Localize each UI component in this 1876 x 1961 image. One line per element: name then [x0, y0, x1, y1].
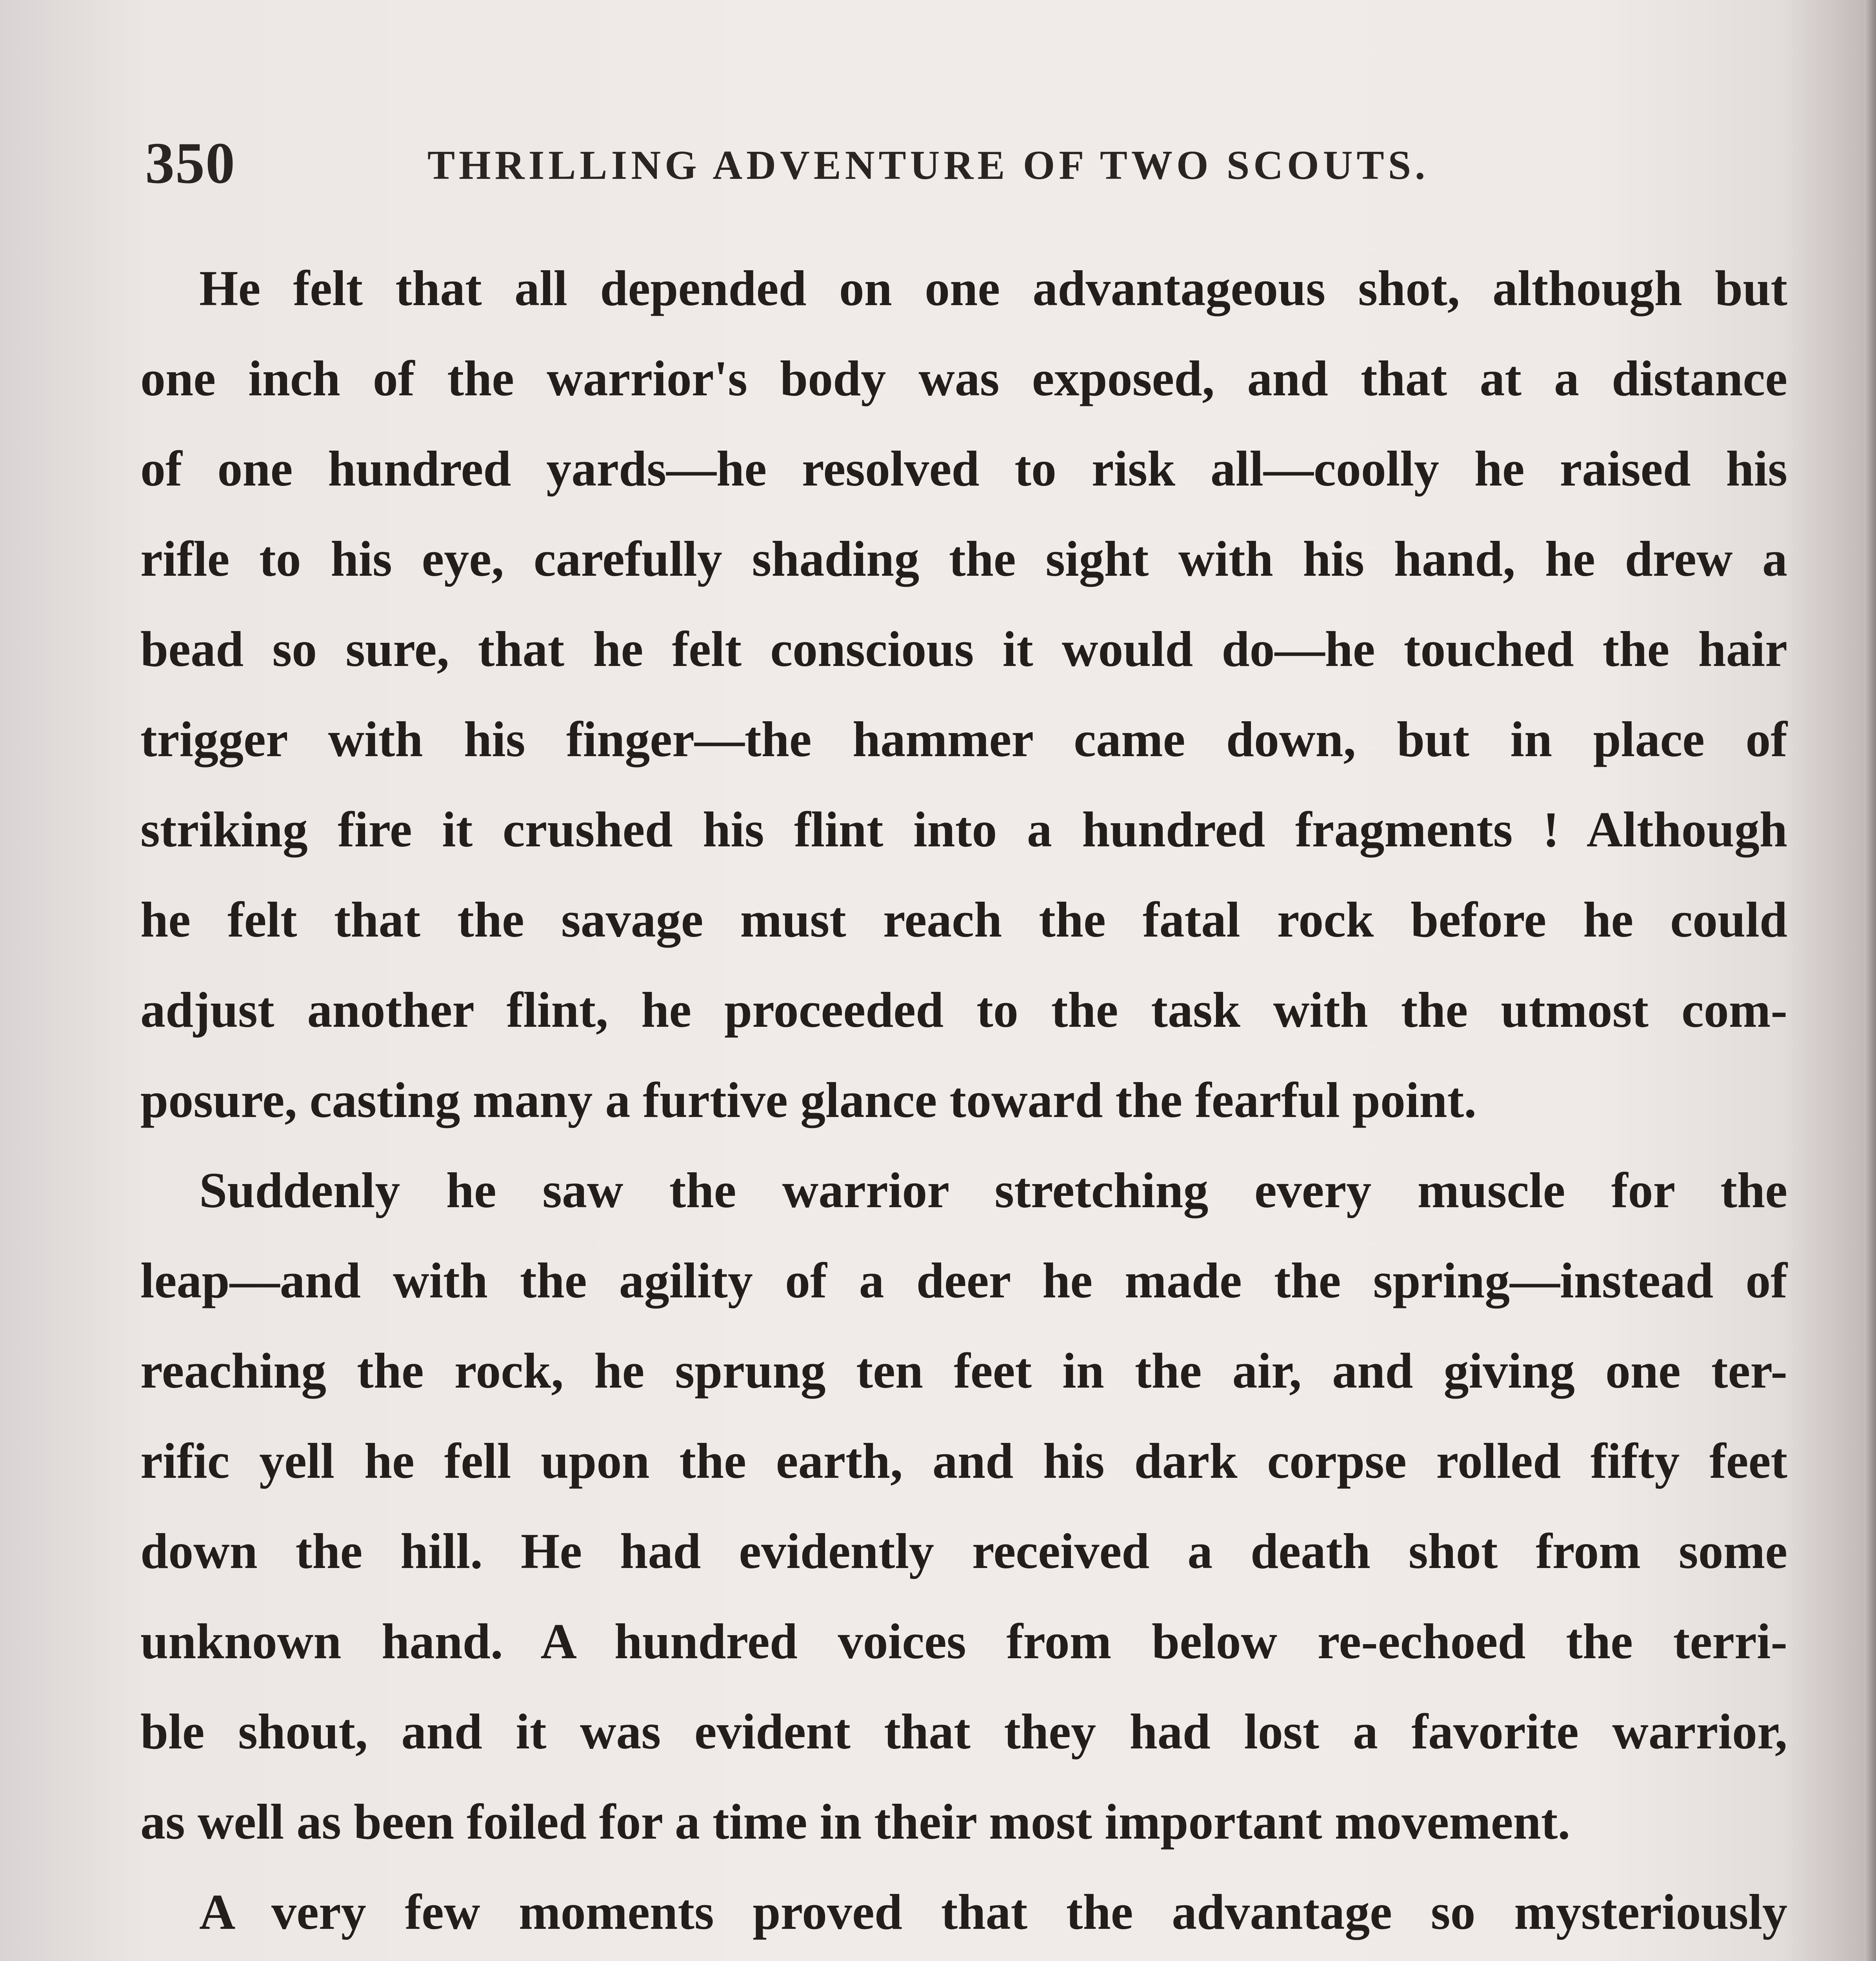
text-line: He felt that all depended on one advantageous shot, although but: [199, 260, 1787, 316]
page-edge-shadow: [1864, 0, 1876, 1961]
text-line: reaching the rock, he sprung ten feet in the air, and giving one ter-: [140, 1343, 1787, 1399]
text-line: A very few moments proved that the advantage so mysteriously: [199, 1884, 1787, 1940]
text-line: one inch of the warrior's body was exposed, and that at a distance: [140, 351, 1787, 406]
page-number: 350: [145, 131, 236, 196]
text-line: rific yell he fell upon the earth, and his dark corpse rolled fifty feet: [140, 1433, 1787, 1489]
text-line: posure, casting many a furtive glance toward the fearful point.: [140, 1072, 1477, 1128]
text-line: striking fire it crushed his flint into a hundred fragments ! Although: [140, 802, 1787, 857]
text-line: of one hundred yards—he resolved to risk all—coolly he raised his: [140, 441, 1787, 497]
text-line: [140, 1957, 1787, 1961]
text-line: down the hill. He had evidently received a death shot from some: [140, 1523, 1787, 1579]
text-line: bead so sure, that he felt conscious it would do—he touched the hair: [140, 621, 1787, 677]
text-line: he felt that the savage must reach the fatal rock before he could: [140, 892, 1787, 948]
text-line: leap—and with the agility of a deer he made the spring—instead of: [140, 1253, 1787, 1308]
text-line: rifle to his eye, carefully shading the sight with his hand, he drew a: [140, 531, 1787, 587]
text-line: trigger with his finger—the hammer came down, but in place of: [140, 711, 1787, 767]
body-text: [140, 243, 1787, 1961]
text-line: adjust another flint, he proceeded to the task with the utmost com-: [140, 982, 1787, 1038]
text-line: Suddenly he saw the warrior stretching every muscle for the: [199, 1162, 1787, 1218]
text-line: ble shout, and it was evident that they had lost a favorite warrior,: [140, 1704, 1787, 1759]
paragraph: [140, 1145, 1787, 1867]
page-header: [145, 129, 1529, 196]
text-line: as well as been foiled for a time in their most important movement.: [140, 1794, 1571, 1850]
text-line: unknown hand. A hundred voices from below re-echoed the terri-: [140, 1614, 1787, 1669]
running-title: THRILLING ADVENTURE OF TWO SCOUTS.: [427, 142, 1429, 188]
paragraph: [140, 243, 1787, 1145]
paragraph: [140, 1867, 1787, 1961]
